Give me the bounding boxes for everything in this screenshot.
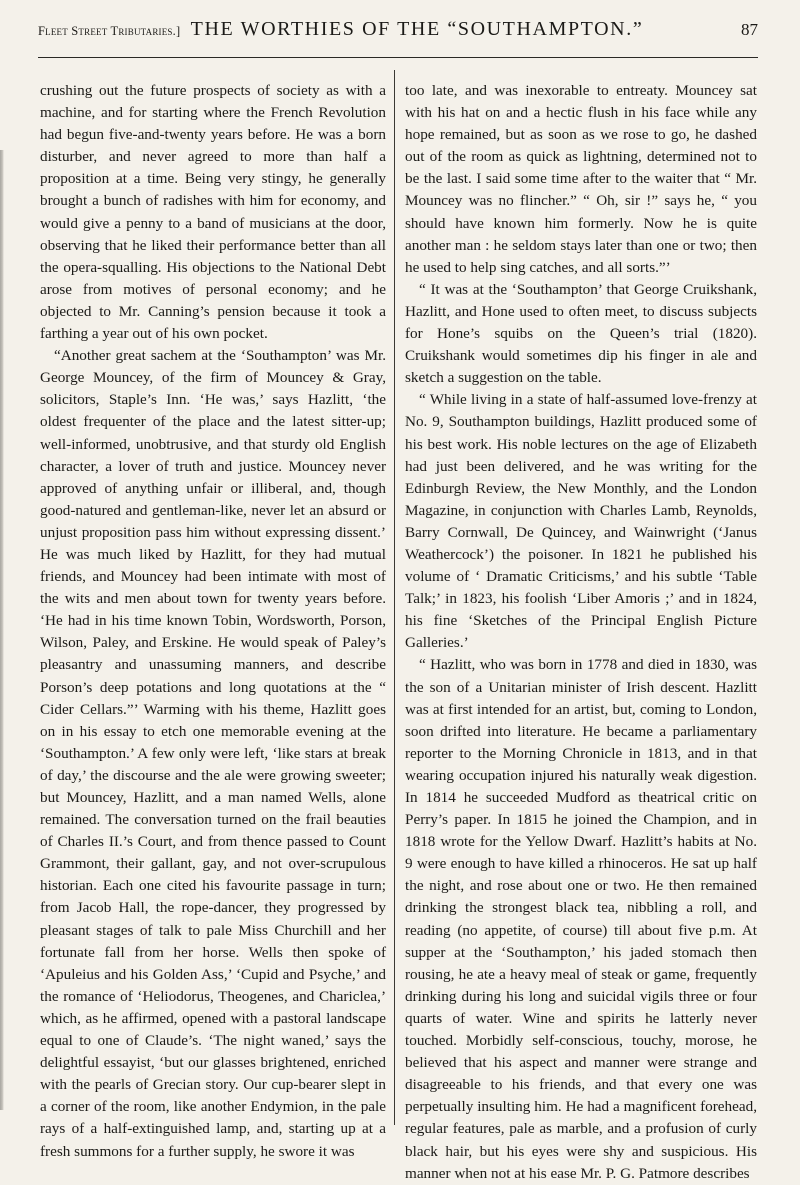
header-rule [38, 57, 758, 58]
paragraph: “ Hazlitt, who was born in 1778 and died in 1830, was the son of a Unitarian minister of Irish descent. Hazlitt was at first intended for an artist, but, coming to London, soon drifted into literature. He became a parliamentary reporter to the Morning Chronicle in 1813, and in that wearing occupation injured his naturally weak digestion. In 1814 he succeeded Mudford as theatrical critic on Perry’s paper. In 1815 he joined the Champion, and in 1818 wrote for the Yellow Dwarf. Hazlitt’s habits at No. 9 were enough to have killed a rhinoceros. He sat up half the night, and rose about one or two. He then remained drinking the strongest black tea, nibbling a roll, and reading (no appetite, of course) till about five p.m. At supper at the ‘Southampton,’ his jaded stomach then rousing, he ate a heavy meal of steak or game, frequently drinking during his long and suicidal vigils three or four quarts of water. Wine and spirits he latterly never touched. Morbidly self-conscious, touchy, morose, he believed that his aspect and manner were strange and disagreeable to his friends, and that every one was perpetually insulting him. He had a magnificent forehead, regular features, pale as marble, and a profusion of curly black hair, but his eyes were shy and suspicious. His manner when not at his ease Mr. P. G. Patmore describes [405, 656, 757, 1182]
paragraph: “ It was at the ‘Southampton’ that George Cruikshank, Hazlitt, and Hone used to often meet, to discuss subjects for Hone’s squibs on the Queen’s trial (1820). Cruikshank would sometimes dip his finger in ale and sketch a suggestion on the table. [405, 280, 757, 387]
right-column [405, 80, 757, 1185]
paragraph: “Another great sachem at the ‘Southampton’ was Mr. George Mouncey, of the firm of Mouncey & Gray, solicitors, Staple’s Inn. ‘He was,’ says Hazlitt, ‘the oldest frequenter of the place and the latest sitter-up; well-informed, unobtrusive, and that sturdy old English character, a lover of truth and justice. Mouncey never approved of anything unfair or illiberal, and, though good-natured and gentleman-like, never let an absurd or unjust proposition pass him without expressing dissent.’ He was much liked by Hazlitt, for they had mutual friends, and Mouncey had been intimate with most of the wits and men about town for twenty years before. ‘He had in his time known Tobin, Wordsworth, Porson, Wilson, Paley, and Erskine. He would speak of Paley’s pleasantry and unassuming manners, and describe Porson’s deep potations and long quotations at the “ Cider Cellars.”’ Warming with his theme, Hazlitt goes on in his essay to etch one memorable evening at the ‘Southampton.’ A few only were left, ‘like stars at break of day,’ the discourse and the ale were growing sweeter; but Mouncey, Hazlitt, and a man named Wells, alone remained. The conversation turned on the frail beauties of Charles II.’s Court, and from thence passed to Count Grammont, their gallant, gay, and not over-scrupulous historian. Each one cited his favourite passage in turn; from Jacob Hall, the rope-dancer, they progressed by pleasant stages of talk to pale Miss Churchill and her fortunate fall from her horse. Wells then spoke of ‘Apuleius and his Golden Ass,’ ‘Cupid and Psyche,’ and the romance of ‘Heliodorus, Theogenes, and Chariclea,’ which, as he affirmed, opened with a pastoral landscape equal to one of Claude’s. ‘The night waned,’ says the delightful essayist, ‘but our glasses brightened, enriched with the pearls of Grecian story. Our cup-bearer slept in a corner of the room, like another Endymion, in the pale rays of a half-extinguished lamp, and, starting up at a fresh summons for a further supply, he swore it was [40, 347, 386, 1160]
left-column [40, 80, 386, 1163]
section-title: Fleet Street Tributaries.] [38, 24, 181, 38]
paragraph: too late, and was inexorable to entreaty. Mouncey sat with his hat on and a hectic flush in his face while any hope remained, but as soon as we rose to go, he dashed out of the room as quick as lightning, determined not to be the last. I said some time after to the waiter that “ Mr. Mouncey was no flincher.” “ Oh, sir !” says he, “ you should have known him formerly. Now he is quite another man : he seldom stays later than one or two; then he used to help sing catches, and all sorts.”’ [405, 82, 757, 276]
paragraph: crushing out the future prospects of society as with a machine, and for starting where the French Revolution had begun five-and-twenty years before. He was a born disturber, and never agreed to more than half a proposition at a time. Being very stingy, he generally brought a bunch of radishes with him for economy, and would give a penny to a band of musicians at the door, observing that he liked their performance better than all the opera-squalling. His objections to the National Debt arose from motives of personal economy; and he objected to Mr. Canning’s pension because it took a farthing a year out of his own pocket. [40, 82, 386, 343]
paragraph: “ While living in a state of half-assumed love-frenzy at No. 9, Southampton buildings, Hazlitt produced some of his best work. His noble lectures on the age of Elizabeth had just been delivered, and he was writing for the Edinburgh Review, the New Monthly, and the London Magazine, in conjunction with Charles Lamb, Reynolds, Barry Cornwall, De Quincey, and Wainwright (‘Janus Weathercock’) the poisoner. In 1821 he published his volume of ‘ Dramatic Criticisms,’ and his subtle ‘Table Talk;’ in 1823, his foolish ‘Liber Amoris ;’ and in 1824, his fine ‘Sketches of the Principal English Picture Galleries.’ [405, 391, 757, 652]
column-divider [394, 70, 395, 1125]
running-header [38, 18, 758, 52]
running-title: THE WORTHIES OF THE “SOUTHAMPTON.” [190, 18, 644, 40]
binding-shadow [0, 150, 4, 1110]
page-number: 87 [741, 20, 758, 39]
